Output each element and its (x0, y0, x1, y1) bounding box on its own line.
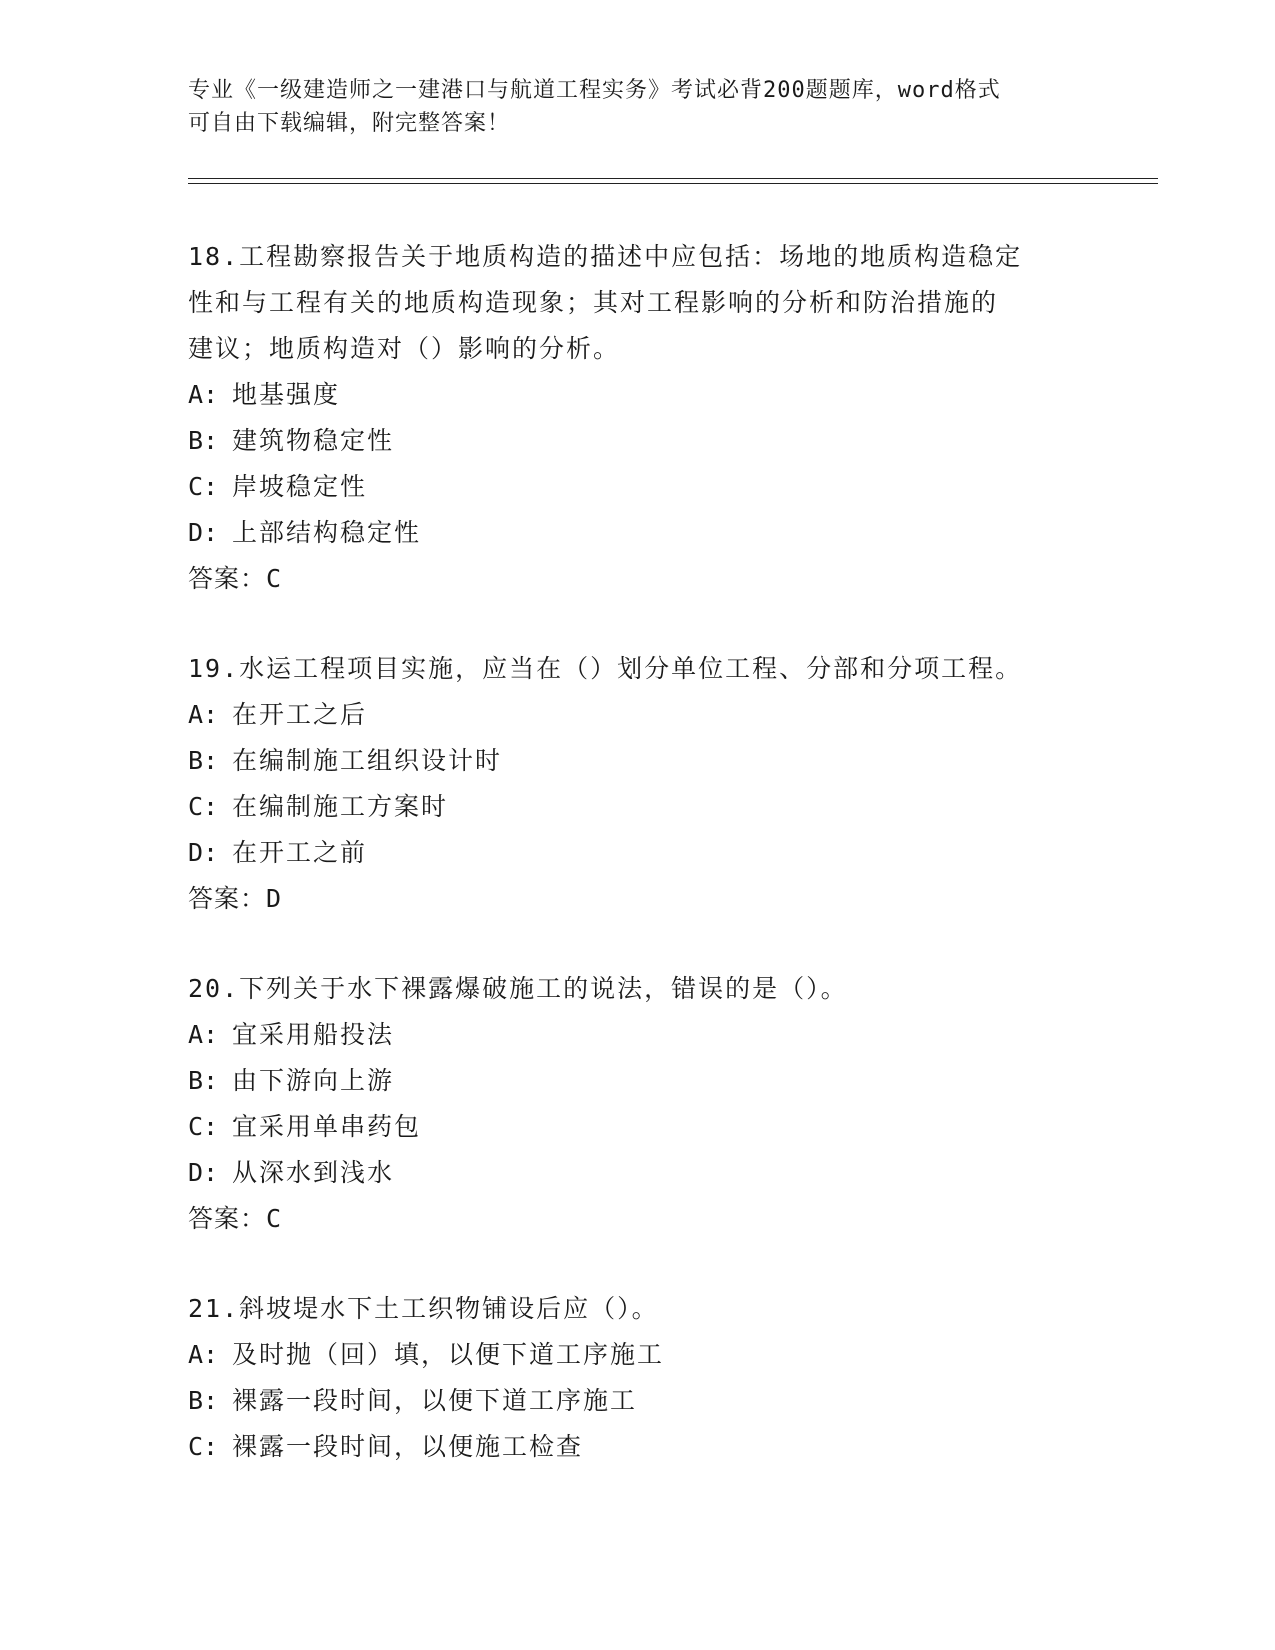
question-20 (188, 966, 1088, 1242)
option-text: 及时抛（回）填，以便下道工序施工 (232, 1340, 665, 1369)
option-text: 从深水到浅水 (232, 1158, 395, 1187)
option-text: 裸露一段时间，以便下道工序施工 (232, 1386, 638, 1415)
option-a (188, 692, 1088, 738)
option-label: C: (188, 792, 219, 821)
option-text: 由下游向上游 (232, 1066, 395, 1095)
stem-line: 性和与工程有关的地质构造现象；其对工程影响的分析和防治措施的 (188, 288, 999, 317)
answer-line (188, 1196, 1088, 1242)
option-a (188, 1012, 1088, 1058)
answer-value: D (266, 884, 283, 913)
option-c (188, 1424, 1088, 1470)
option-d (188, 510, 1088, 556)
answer-label: 答案： (188, 564, 267, 593)
answer-value: C (266, 1204, 283, 1233)
question-21 (188, 1286, 1088, 1470)
option-d (188, 830, 1088, 876)
header-divider-bottom (188, 183, 1158, 184)
question-stem (188, 1286, 1088, 1332)
question-19 (188, 646, 1088, 922)
header-line-1: 专业《一级建造师之一建港口与航道工程实务》考试必背200题题库，word格式 (188, 78, 1001, 103)
option-text: 建筑物稳定性 (232, 426, 395, 455)
option-text: 裸露一段时间，以便施工检查 (232, 1432, 584, 1461)
stem-line: 建议；地质构造对（）影响的分析。 (188, 334, 621, 363)
question-18 (188, 234, 1088, 602)
question-stem (188, 646, 1088, 692)
option-label: B: (188, 746, 219, 775)
answer-value: C (266, 564, 283, 593)
option-b (188, 1058, 1088, 1104)
option-label: A: (188, 700, 219, 729)
option-c (188, 464, 1088, 510)
option-label: A: (188, 1340, 219, 1369)
option-text: 上部结构稳定性 (232, 518, 422, 547)
question-stem (188, 966, 1088, 1012)
answer-label: 答案： (188, 1204, 267, 1233)
option-text: 在开工之前 (232, 838, 368, 867)
option-label: D: (188, 838, 219, 867)
option-b (188, 418, 1088, 464)
answer-line (188, 876, 1088, 922)
option-b (188, 738, 1088, 784)
option-label: A: (188, 1020, 219, 1049)
stem-line: 21.斜坡堤水下土工织物铺设后应（）。 (188, 1294, 659, 1323)
option-text: 在编制施工方案时 (232, 792, 449, 821)
option-d (188, 1150, 1088, 1196)
option-label: B: (188, 1066, 219, 1095)
question-stem (188, 234, 1088, 372)
stem-line: 20.下列关于水下裸露爆破施工的说法，错误的是（）。 (188, 974, 848, 1003)
option-text: 宜采用单串药包 (232, 1112, 422, 1141)
option-text: 岸坡稳定性 (232, 472, 368, 501)
option-b (188, 1378, 1088, 1424)
header-divider-top (188, 178, 1158, 179)
option-label: A: (188, 380, 219, 409)
option-label: D: (188, 1158, 219, 1187)
option-text: 宜采用船投法 (232, 1020, 395, 1049)
option-text: 地基强度 (232, 380, 341, 409)
header-line-2: 可自由下载编辑，附完整答案！ (188, 111, 511, 136)
option-label: B: (188, 1386, 219, 1415)
option-c (188, 1104, 1088, 1150)
option-a (188, 372, 1088, 418)
document-header (188, 74, 1068, 140)
stem-line: 18.工程勘察报告关于地质构造的描述中应包括：场地的地质构造稳定 (188, 242, 1023, 271)
option-label: B: (188, 426, 219, 455)
option-text: 在开工之后 (232, 700, 368, 729)
option-label: D: (188, 518, 219, 547)
answer-line (188, 556, 1088, 602)
option-label: C: (188, 1432, 219, 1461)
option-label: C: (188, 472, 219, 501)
option-label: C: (188, 1112, 219, 1141)
option-a (188, 1332, 1088, 1378)
stem-line: 19.水运工程项目实施，应当在（）划分单位工程、分部和分项工程。 (188, 654, 1023, 683)
answer-label: 答案： (188, 884, 267, 913)
option-text: 在编制施工组织设计时 (232, 746, 503, 775)
option-c (188, 784, 1088, 830)
